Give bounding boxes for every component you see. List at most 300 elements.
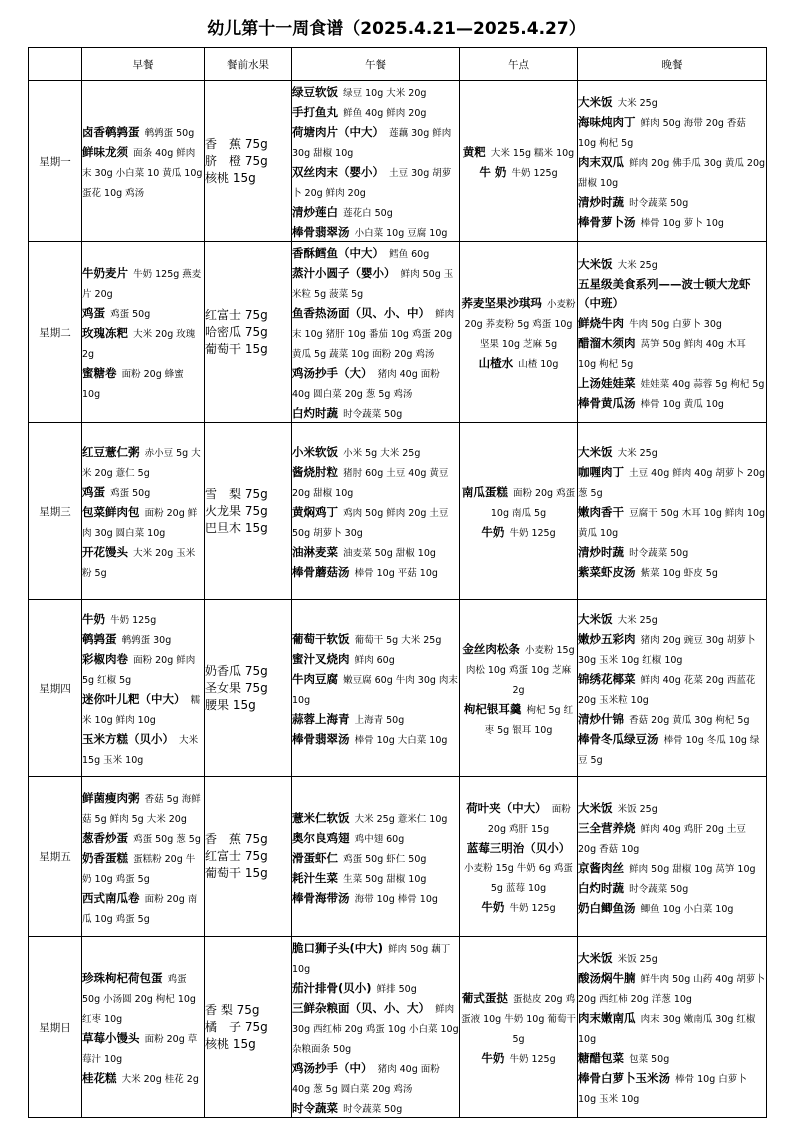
- menu-item: [82, 827, 204, 847]
- dish-ingredients: 猪肘 60g 土豆 40g 黄豆 20g 甜椒 10g: [292, 468, 449, 499]
- dish-name: 大米饭: [578, 95, 613, 109]
- dish-ingredients: 紫菜 10g 虾皮 5g: [640, 568, 718, 579]
- dish-name: 油淋麦菜: [292, 545, 338, 559]
- snack-cell: [460, 777, 578, 937]
- dish-ingredients: 蛋糕粉 20g 牛奶 10g 鸡蛋 5g: [82, 853, 196, 885]
- dish-ingredients: 鹌鹑蛋 30g: [121, 635, 172, 646]
- dish-ingredients: 棒骨 10g 冬瓜 10g 绿豆 5g: [578, 735, 760, 766]
- dish-name: 白灼时蔬: [292, 406, 338, 420]
- menu-item: [292, 81, 459, 101]
- dish-name: 山楂水: [478, 356, 514, 370]
- dish-ingredients: 猪肉 40g 面粉 40g 葱 5g 圆白菜 20g 鸡汤: [292, 1064, 440, 1095]
- menu-item: [82, 141, 204, 201]
- snack-cell: [460, 242, 578, 423]
- dish-ingredients: 香菇 20g 黄瓜 30g 枸杞 5g: [629, 715, 750, 726]
- dish-name: 黄焖鸡丁: [292, 505, 338, 519]
- dish-ingredients: 面粉 20g 草莓汁 10g: [82, 1034, 198, 1065]
- lunch-cell: [292, 937, 460, 1118]
- page-title: 幼儿第十一周食谱（2025.4.21—2025.4.27）: [207, 19, 586, 39]
- dish-ingredients: 面粉 20g 鲜肉 5g 红椒 5g: [82, 655, 196, 686]
- menu-item: [82, 967, 204, 1027]
- dish-ingredients: 糯米 10g 鲜肉 10g: [82, 695, 201, 726]
- dish-name: 珍珠枸杞荷包蛋: [82, 971, 163, 985]
- dish-name: 荷叶夹（中大）: [466, 801, 547, 815]
- dish-name: 牛肉豆腐: [292, 672, 338, 686]
- menu-item: [578, 561, 766, 581]
- menu-item: [82, 121, 204, 141]
- menu-item: [460, 521, 577, 541]
- menu-item: [82, 481, 204, 501]
- menu-item: [578, 151, 766, 191]
- dish-name: 五星级美食系列——波士顿大龙虾（中班）: [578, 276, 751, 310]
- day-row: [29, 81, 767, 242]
- dish-name: 蜜汁叉烧肉: [292, 652, 350, 666]
- dish-ingredients: 鲜肉末 10g 猪肝 10g 番茄 10g 鸡蛋 20g 黄瓜 5g 蔬菜 10g 面粉 20g 鸡汤: [292, 309, 455, 360]
- dish-name: 海味炖肉丁: [578, 115, 636, 129]
- day-row: [29, 423, 767, 600]
- header-dinner: 晚餐: [578, 48, 767, 81]
- menu-item: [578, 1047, 766, 1067]
- dish-name: 西式南瓜卷: [82, 890, 140, 905]
- menu-item: [578, 1067, 766, 1107]
- menu-item: [578, 708, 766, 728]
- menu-item: [578, 273, 766, 312]
- dish-ingredients: 海带 10g 棒骨 10g: [354, 893, 438, 905]
- dish-name: 大米饭: [578, 951, 613, 965]
- menu-item: [460, 481, 577, 521]
- menu-item: [578, 877, 766, 897]
- dish-ingredients: 面条 40g 鲜肉末 30g 小白菜 10 黄瓜 10g 蛋花 10g 鸡汤: [82, 148, 203, 199]
- menu-item: [82, 787, 204, 827]
- dish-name: 酸汤焖牛腩: [578, 971, 636, 985]
- menu-item: [578, 857, 766, 877]
- dish-ingredients: 莲藕 30g 鲜肉 30g 甜椒 10g: [292, 128, 452, 159]
- dish-ingredients: 牛肉 50g 白萝卜 30g: [629, 318, 722, 330]
- dish-name: 荞麦坚果沙琪玛: [461, 296, 542, 310]
- dinner-cell: [578, 600, 767, 777]
- dish-ingredients: 大米 25g: [617, 98, 658, 109]
- dish-name: 肉末双瓜: [578, 155, 624, 169]
- menu-item: [292, 887, 459, 907]
- dish-name: 锦绣花椰菜: [578, 672, 636, 686]
- dish-ingredients: 大米 25g: [617, 448, 658, 459]
- dish-name: 牛奶麦片: [82, 266, 128, 280]
- dish-name: 葡萄干软饭: [292, 632, 350, 646]
- dish-ingredients: 面粉 20g 鸡肝 15g: [487, 804, 571, 835]
- dish-ingredients: 赤小豆 5g 大米 20g 薏仁 5g: [82, 448, 201, 479]
- dish-ingredients: 小麦粉 15g 牛奶 6g 鸡蛋 5g 蓝莓 10g: [464, 863, 573, 894]
- menu-item: [292, 648, 459, 668]
- menu-item: [460, 987, 577, 1047]
- menu-item: [460, 141, 577, 161]
- snack-cell: [460, 937, 578, 1118]
- dish-ingredients: 时令蔬菜 50g: [343, 1104, 403, 1115]
- dish-name: 咖喱肉丁: [578, 465, 624, 479]
- dish-name: 棒骨白萝卜玉米汤: [578, 1071, 670, 1085]
- dish-name: 清炒什锦: [578, 712, 624, 726]
- menu-item: [292, 1057, 459, 1097]
- dish-name: 玉米方糕（贝小）: [82, 732, 174, 746]
- dish-ingredients: 莴笋 50g 鲜肉 40g 木耳 10g 枸杞 5g: [578, 338, 746, 370]
- dish-ingredients: 鲜肉 40g 鸡肝 20g 土豆 20g 香菇 10g: [578, 823, 746, 855]
- fruit-item: 核桃 15g: [205, 1036, 256, 1051]
- menu-item: [292, 561, 459, 581]
- dish-name: 鲜味龙须: [82, 145, 128, 159]
- dish-name: 鸡蛋: [82, 306, 105, 320]
- dish-name: 黄粑: [462, 145, 486, 159]
- dish-ingredients: 面粉 20g 南瓜 10g 鸡蛋 5g: [82, 893, 198, 925]
- menu-item: [578, 253, 766, 273]
- dish-ingredients: 油麦菜 50g 甜椒 10g: [343, 548, 436, 559]
- dish-ingredients: 时令蔬菜 50g: [343, 409, 403, 420]
- day-row: [29, 937, 767, 1118]
- dish-name: 手打鱼丸: [292, 105, 338, 119]
- dish-name: 香酥鳕鱼（中大）: [292, 246, 384, 260]
- dish-ingredients: 棒骨 10g 黄瓜 10g: [640, 398, 724, 410]
- fruit-item: 圣女果 75g: [205, 680, 268, 695]
- menu-item: [292, 847, 459, 867]
- dish-ingredients: 鲜肉 50g 海带 20g 香菇 10g 枸杞 5g: [578, 118, 746, 149]
- dish-ingredients: 鸡蛋 50g: [110, 309, 151, 320]
- fruit-cell: [205, 600, 292, 777]
- menu-item: [82, 648, 204, 688]
- dish-ingredients: 鲜肉 20g 佛手瓜 30g 黄瓜 20g 甜椒 10g: [578, 158, 766, 189]
- breakfast-cell: [82, 81, 205, 242]
- dish-name: 上汤娃娃菜: [578, 375, 636, 390]
- menu-item: [292, 242, 459, 262]
- menu-item: [460, 638, 577, 698]
- breakfast-cell: [82, 600, 205, 777]
- menu-item: [292, 541, 459, 561]
- dish-ingredients: 葡萄干 5g 大米 25g: [354, 635, 442, 646]
- menu-item: [578, 461, 766, 501]
- menu-item: [460, 1047, 577, 1067]
- dish-ingredients: 小米 5g 大米 25g: [343, 448, 421, 459]
- dish-ingredients: 鹌鹑蛋 50g: [144, 128, 195, 139]
- menu-item: [292, 362, 459, 402]
- menu-item: [292, 728, 459, 748]
- menu-item: [578, 897, 766, 917]
- menu-item: [578, 947, 766, 967]
- dish-name: 枸杞银耳羹: [463, 702, 522, 716]
- dish-name: 蒸汁小圆子（婴小）: [292, 266, 396, 280]
- menu-item: [460, 352, 577, 372]
- lunch-cell: [292, 777, 460, 937]
- breakfast-cell: [82, 777, 205, 937]
- menu-item: [292, 221, 459, 241]
- dish-ingredients: 大米 25g 薏米仁 10g: [354, 813, 448, 825]
- dish-ingredients: 时令蔬菜 50g: [629, 198, 689, 209]
- header-row: [29, 48, 767, 81]
- dish-ingredients: 大米 15g 玉米 10g: [82, 735, 199, 766]
- day-row: [29, 242, 767, 423]
- breakfast-cell: [82, 423, 205, 600]
- header-fruit: 餐前水果: [205, 48, 292, 81]
- dish-name: 清炒时蔬: [578, 545, 624, 559]
- dish-name: 绿豆软饭: [292, 85, 338, 99]
- dish-ingredients: 大米 20g 玫瑰 2g: [82, 329, 196, 360]
- fruit-item: 巴旦木 15g: [205, 520, 268, 535]
- menu-item: [292, 827, 459, 847]
- header-snack: 午点: [460, 48, 578, 81]
- dish-name: 鱼香热汤面（贝、小、中）: [292, 306, 430, 320]
- fruit-cell: [205, 777, 292, 937]
- menu-item: [578, 191, 766, 211]
- fruit-cell: [205, 81, 292, 242]
- dish-name: 肉末嫩南瓜: [578, 1011, 636, 1025]
- header-breakfast: 早餐: [82, 48, 205, 81]
- dish-name: 牛 奶: [479, 165, 507, 179]
- dish-ingredients: 土豆 30g 胡萝卜 20g 鲜肉 20g: [292, 168, 452, 199]
- dish-name: 大米饭: [578, 445, 613, 459]
- menu-item: [292, 807, 459, 827]
- fruit-item: 雪 梨 75g: [205, 486, 268, 501]
- menu-item: [578, 211, 766, 231]
- menu-item: [578, 668, 766, 708]
- menu-item: [292, 708, 459, 728]
- menu-item: [82, 628, 204, 648]
- dish-ingredients: 小白菜 10g 豆腐 10g: [354, 228, 448, 239]
- dish-ingredients: 牛奶 125g: [511, 168, 558, 179]
- dish-ingredients: 蛋挞皮 20g 鸡蛋液 10g 牛奶 10g 葡萄干 5g: [461, 994, 576, 1045]
- dish-ingredients: 面粉 20g 鸡蛋 10g 南瓜 5g: [490, 488, 576, 519]
- dish-name: 鸡汤抄手（大）: [292, 366, 373, 380]
- menu-item: [578, 797, 766, 817]
- dish-name: 牛奶: [481, 900, 505, 914]
- dish-name: 大米饭: [578, 256, 613, 271]
- dish-ingredients: 嫩豆腐 60g 牛肉 30g 肉末 10g: [292, 675, 458, 706]
- fruit-item: 哈密瓜 75g: [205, 324, 268, 339]
- dish-ingredients: 鲜鱼 40g 鲜肉 20g: [343, 108, 427, 119]
- menu-item: [82, 1067, 204, 1087]
- dish-ingredients: 小麦粉 20g 荞麦粉 5g 鸡蛋 10g 坚果 10g 芝麻 5g: [464, 299, 576, 350]
- fruit-item: 香 蕉 75g: [205, 832, 268, 846]
- menu-item: [82, 441, 204, 481]
- dish-name: 时令蔬菜: [292, 1101, 338, 1115]
- menu-item: [82, 887, 204, 927]
- menu-item: [82, 262, 204, 302]
- dish-ingredients: 香菇 5g 海鲜菇 5g 鲜肉 5g 大米 20g: [82, 793, 201, 825]
- menu-item: [578, 728, 766, 768]
- dish-ingredients: 牛奶 125g 燕麦片 20g: [82, 269, 202, 300]
- dish-name: 开花馒头: [82, 545, 128, 559]
- menu-item: [292, 402, 459, 422]
- dish-ingredients: 鸡蛋 50g 葱 5g: [133, 833, 201, 845]
- menu-item: [82, 302, 204, 322]
- dish-ingredients: 包菜 50g: [629, 1054, 670, 1065]
- menu-item: [82, 362, 204, 402]
- lunch-cell: [292, 423, 460, 600]
- dish-name: 棒骨萝卜汤: [578, 215, 636, 229]
- fruit-cell: [205, 937, 292, 1118]
- dish-name: 滑蛋虾仁: [292, 850, 338, 865]
- menu-item: [460, 698, 577, 738]
- day-label: 星期日: [29, 937, 82, 1118]
- dish-name: 彩椒肉卷: [82, 652, 128, 666]
- dish-name: 三全营养烧: [578, 820, 636, 835]
- dish-name: 棒骨蘑菇汤: [292, 565, 350, 579]
- dish-name: 脆口狮子头(中大): [292, 941, 384, 955]
- dish-ingredients: 牛奶 125g: [509, 528, 556, 539]
- menu-item: [292, 977, 459, 997]
- dish-name: 鲜菌瘦肉粥: [82, 790, 140, 805]
- dish-ingredients: 牛奶 125g: [509, 903, 556, 914]
- menu-item: [578, 608, 766, 628]
- fruit-item: 红富士 75g: [205, 307, 268, 322]
- dish-name: 清炒时蔬: [578, 195, 624, 209]
- dish-ingredients: 枸杞 5g 红枣 5g 银耳 10g: [484, 705, 574, 736]
- menu-item: [292, 867, 459, 887]
- menu-item: [578, 817, 766, 857]
- dish-name: 棒骨翡翠汤: [292, 225, 350, 239]
- dish-name: 鹌鹑蛋: [82, 632, 117, 646]
- dish-ingredients: 鸡蛋 50g: [110, 488, 151, 499]
- dish-ingredients: 豆腐干 50g 木耳 10g 鲜肉 10g 黄瓜 10g: [578, 508, 766, 539]
- dish-ingredients: 绿豆 10g 大米 20g: [343, 88, 427, 99]
- dish-name: 蓝莓三明治（贝小）: [466, 841, 571, 855]
- fruit-cell: [205, 242, 292, 423]
- menu-item: [578, 1007, 766, 1047]
- menu-item: [292, 628, 459, 648]
- dish-name: 薏米仁软饭: [292, 810, 350, 825]
- dish-name: 鸡蛋: [82, 485, 105, 499]
- dish-ingredients: 莲花白 50g: [343, 208, 393, 219]
- dish-name: 清炒莲白: [292, 205, 338, 219]
- dish-name: 荷塘肉片（中大）: [292, 125, 384, 139]
- dish-ingredients: 猪肉 20g 豌豆 30g 胡萝卜 30g 玉米 10g 红椒 10g: [578, 635, 756, 666]
- dish-name: 小米软饭: [292, 445, 338, 459]
- dish-name: 棒骨黄瓜汤: [578, 395, 636, 410]
- dish-name: 三鲜杂粮面（贝、小、大）: [292, 1001, 430, 1015]
- menu-item: [578, 392, 766, 412]
- lunch-cell: [292, 242, 460, 423]
- dish-ingredients: 鲜肉 50g 玉米粒 5g 菠菜 5g: [292, 269, 454, 300]
- dish-ingredients: 小麦粉 15g 肉松 10g 鸡蛋 10g 芝麻 2g: [465, 645, 575, 696]
- menu-item: [292, 161, 459, 201]
- menu-item: [82, 728, 204, 768]
- header-day: [29, 48, 82, 81]
- dish-name: 奶香蛋糕: [82, 850, 128, 865]
- dish-name: 白灼时蔬: [578, 880, 624, 895]
- menu-item: [292, 501, 459, 541]
- menu-item: [292, 201, 459, 221]
- dish-ingredients: 上海青 50g: [354, 715, 405, 726]
- dish-name: 京酱肉丝: [578, 860, 624, 875]
- dish-name: 葱香炒蛋: [82, 830, 128, 845]
- dish-ingredients: 肉末 30g 嫩南瓜 30g 红椒 10g: [578, 1014, 756, 1045]
- day-label: 星期三: [29, 423, 82, 600]
- menu-item: [82, 1027, 204, 1067]
- menu-item: [460, 161, 577, 181]
- dish-ingredients: 鲫鱼 10g 小白菜 10g: [640, 903, 734, 915]
- menu-item: [82, 688, 204, 728]
- day-label: 星期二: [29, 242, 82, 423]
- dish-ingredients: 土豆 40g 鲜肉 40g 胡萝卜 20g 葱 5g: [578, 468, 766, 499]
- dish-ingredients: 猪肉 40g 面粉 40g 圆白菜 20g 葱 5g 鸡汤: [292, 369, 440, 400]
- dish-name: 鲜烧牛肉: [578, 315, 624, 330]
- menu-item: [460, 837, 577, 896]
- dish-ingredients: 棒骨 10g 萝卜 10g: [640, 218, 724, 229]
- dish-name: 南瓜蛋糕: [461, 485, 508, 499]
- day-label: 星期一: [29, 81, 82, 242]
- dish-name: 奥尔良鸡翅: [292, 830, 350, 845]
- dish-ingredients: 鲜肉 60g: [354, 655, 395, 666]
- menu-item: [578, 91, 766, 111]
- dish-ingredients: 大米 15g 糯米 10g: [490, 148, 575, 159]
- fruit-item: 火龙果 75g: [205, 503, 268, 518]
- dish-name: 棒骨翡翠汤: [292, 732, 350, 746]
- menu-item: [82, 541, 204, 581]
- dish-name: 卤香鹌鹑蛋: [82, 125, 140, 139]
- dish-ingredients: 鸡蛋 50g 小汤圆 20g 枸杞 10g 红枣 10g: [82, 974, 196, 1025]
- dish-name: 大米饭: [578, 800, 613, 815]
- menu-table: [28, 47, 767, 1118]
- dish-name: 棒骨冬瓜绿豆汤: [578, 732, 659, 746]
- dish-name: 嫩炒五彩肉: [578, 632, 636, 646]
- dish-ingredients: 大米 25g: [617, 259, 658, 271]
- dish-ingredients: 鲜肉 40g 花菜 20g 西蓝花 20g 玉米粒 10g: [578, 675, 756, 706]
- menu-item: [578, 541, 766, 561]
- menu-item: [82, 608, 204, 628]
- dish-name: 桂花糕: [82, 1071, 117, 1085]
- dish-name: 草莓小馒头: [82, 1031, 140, 1045]
- dish-ingredients: 米饭 25g: [617, 803, 658, 815]
- dish-name: 牛奶: [481, 1051, 505, 1065]
- menu-item: [578, 332, 766, 372]
- snack-cell: [460, 81, 578, 242]
- dish-ingredients: 时令蔬菜 50g: [629, 548, 689, 559]
- fruit-item: 葡萄干 15g: [205, 866, 268, 880]
- dish-ingredients: 大米 25g: [617, 615, 658, 626]
- menu-item: [292, 121, 459, 161]
- fruit-item: 核桃 15g: [205, 170, 256, 185]
- dinner-cell: [578, 423, 767, 600]
- snack-cell: [460, 600, 578, 777]
- dinner-cell: [578, 777, 767, 937]
- dish-name: 包菜鲜肉包: [82, 505, 140, 519]
- fruit-item: 香 梨 75g: [205, 1002, 260, 1017]
- menu-item: [82, 322, 204, 362]
- dish-name: 玫瑰冻粑: [82, 326, 128, 340]
- day-label: 星期五: [29, 777, 82, 937]
- fruit-item: 红富士 75g: [205, 849, 268, 863]
- fruit-cell: [205, 423, 292, 600]
- dish-ingredients: 牛奶 125g: [509, 1054, 556, 1065]
- dish-ingredients: 鸡中翅 60g: [354, 833, 405, 845]
- dish-name: 牛奶: [82, 612, 105, 626]
- fruit-item: 葡萄干 15g: [205, 341, 268, 356]
- dish-ingredients: 鲜肉 30g 西红柿 20g 鸡蛋 10g 小白菜 10g 杂粮面条 50g: [292, 1004, 459, 1055]
- dish-name: 迷你叶儿粑（中大）: [82, 692, 186, 706]
- menu-item: [578, 372, 766, 392]
- menu-item: [292, 997, 459, 1057]
- menu-item: [460, 797, 577, 837]
- fruit-item: 橘 子 75g: [205, 1019, 268, 1034]
- dish-name: 嫩肉香干: [578, 505, 624, 519]
- menu-item: [82, 847, 204, 887]
- dish-ingredients: 鸡肉 50g 鲜肉 20g 土豆 50g 胡萝卜 30g: [292, 508, 449, 539]
- dish-ingredients: 时令蔬菜 50g: [629, 883, 689, 895]
- menu-item: [292, 1097, 459, 1117]
- dish-ingredients: 大米 20g 桂花 2g: [121, 1074, 199, 1085]
- day-label: 星期四: [29, 600, 82, 777]
- menu-item: [292, 302, 459, 362]
- dish-name: 茄汁排骨(贝小): [292, 981, 372, 995]
- menu-item: [460, 292, 577, 352]
- day-row: [29, 777, 767, 937]
- menu-item: [578, 628, 766, 668]
- dinner-cell: [578, 81, 767, 242]
